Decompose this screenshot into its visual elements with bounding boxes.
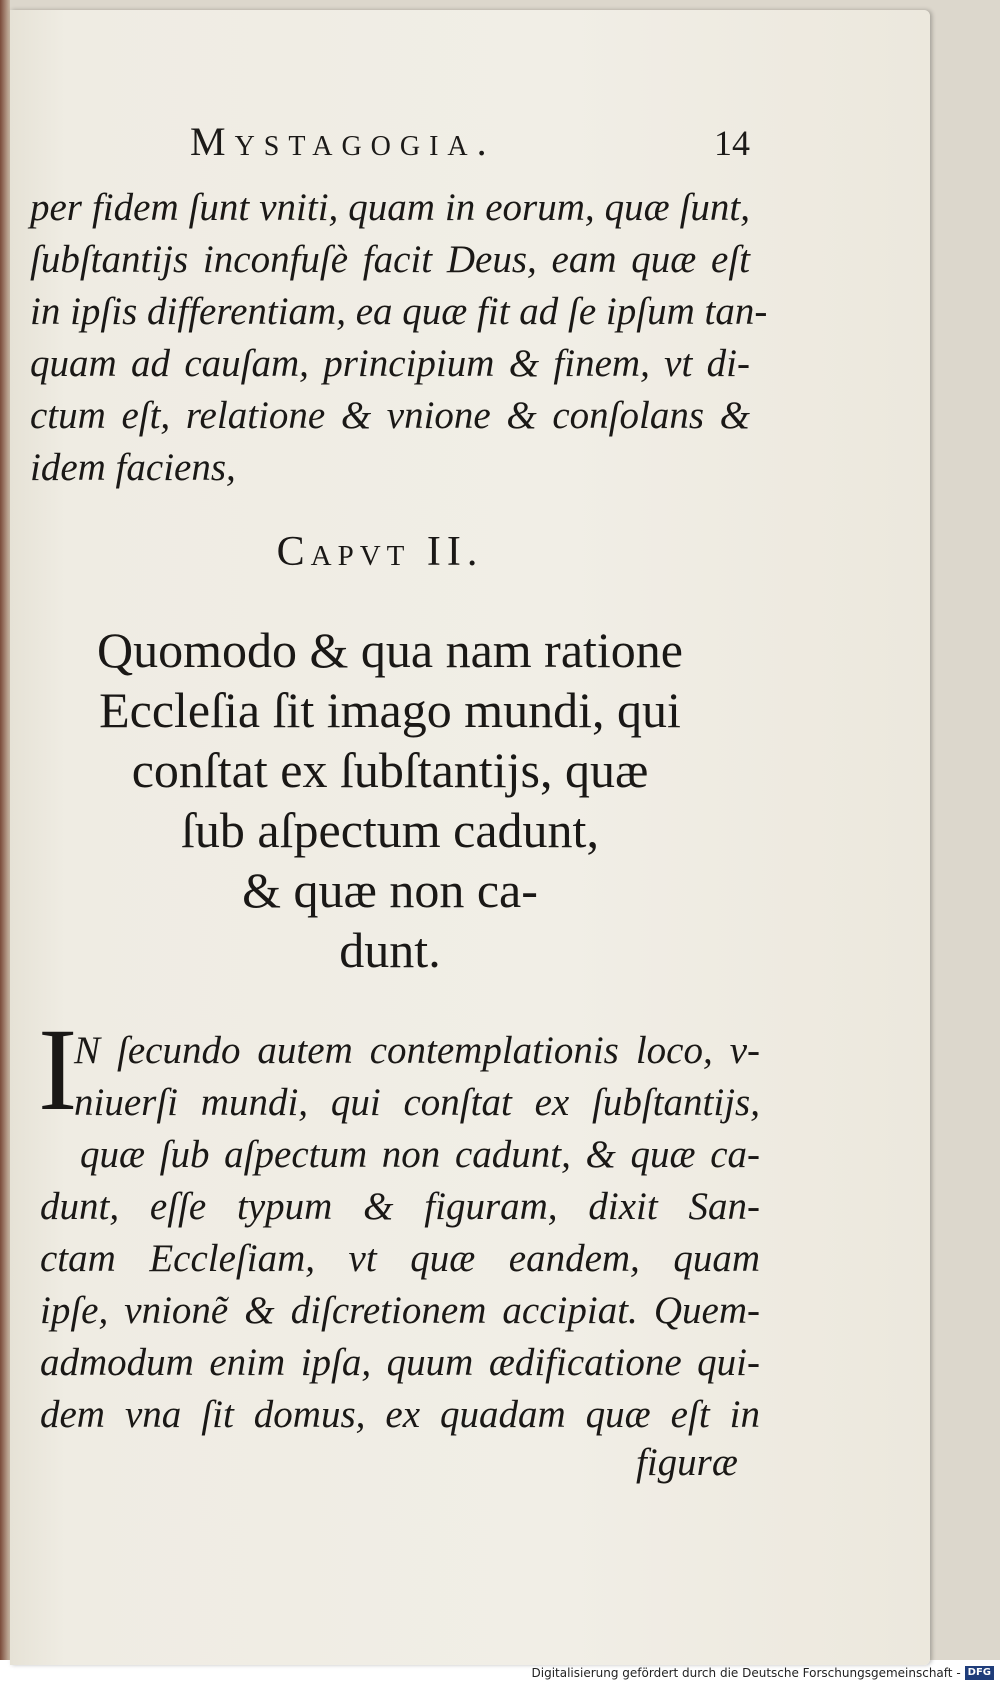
text-line: N ſecundo autem contemplationis loco, v- (74, 1029, 760, 1072)
binding-edge (0, 0, 10, 1660)
chapter-heading: Capvt II. (276, 529, 484, 575)
text-line: idem faciens, (30, 446, 236, 489)
body-paragraph (40, 1025, 760, 1441)
text-line: ſubſtantijs inconfuſè facit Deus, eam quæ eſt (30, 238, 750, 281)
title-line: conſtat ex ſubſtantijs, quæ (131, 742, 649, 798)
credit-text: Digitalisierung gefördert durch die Deutsche Forschungsgemeinschaft - (531, 1666, 961, 1680)
title-line: ſub aſpectum cadunt, (181, 802, 599, 858)
chapter-title (20, 620, 760, 980)
text-line: ipſe, vnionẽ & diſcretionem accipiat. Quem- (40, 1289, 760, 1332)
title-line: Quomodo & qua nam ratione (97, 622, 683, 678)
text-line: niuerſi mundi, qui conſtat ex ſubſtantijs, (74, 1081, 760, 1124)
dfg-logo-icon: DFG (965, 1666, 994, 1680)
page-number: 14 (714, 123, 750, 163)
title-line: dunt. (339, 922, 441, 978)
text-line: in ipſis differentiam, ea quæ fit ad ſe ipſum tan- (30, 290, 768, 333)
text-line: dunt, eſſe typum & figuram, dixit San- (40, 1185, 760, 1228)
text-line: ctam Eccleſiam, vt quæ eandem, quam (40, 1237, 760, 1280)
text-line: ctum eſt, relatione & vnione & conſolans & (30, 394, 750, 437)
running-head (190, 118, 750, 178)
running-title: Mystagogia. (190, 119, 496, 164)
text-line: dem vna ſit domus, ex quadam quæ eſt in (40, 1393, 760, 1436)
text-line: quæ ſub aſpectum non cadunt, & quæ ca- (80, 1133, 760, 1176)
text-line: per fidem ſunt vniti, quam in eorum, quæ ſunt, (30, 186, 750, 229)
title-line: & quæ non ca- (242, 862, 538, 918)
text-line: quam ad cauſam, principium & finem, vt di- (30, 342, 750, 385)
opening-paragraph (30, 182, 768, 494)
catchword: figuræ (636, 1441, 738, 1484)
title-line: Eccleſia ſit imago mundi, qui (99, 682, 681, 738)
drop-initial: I (38, 1004, 78, 1135)
text-line: admodum enim ipſa, quum ædificatione qui- (40, 1341, 760, 1384)
digitization-credit (532, 1662, 995, 1684)
